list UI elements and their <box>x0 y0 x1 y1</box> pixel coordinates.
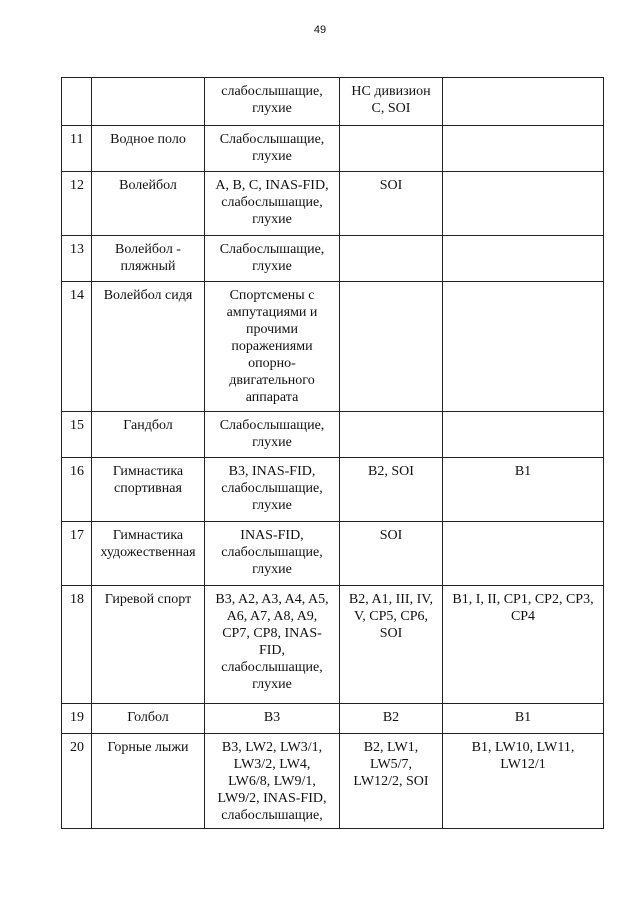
class-group-1-cell: B1 <box>443 458 604 522</box>
table-row <box>62 412 604 458</box>
class-group-1-cell <box>443 78 604 126</box>
row-number-cell: 20 <box>62 734 92 829</box>
class-group-1-cell <box>443 522 604 586</box>
sport-name-cell: Волейбол - пляжный <box>92 236 205 282</box>
class-group-3-cell: слабослышащие, глухие <box>205 78 340 126</box>
class-group-1-cell <box>443 172 604 236</box>
page-number: 49 <box>313 24 327 36</box>
class-group-1-cell: B1, I, II, CP1, CP2, CP3, CP4 <box>443 586 604 704</box>
row-number-cell: 15 <box>62 412 92 458</box>
row-number-cell: 11 <box>62 126 92 172</box>
row-number-cell: 12 <box>62 172 92 236</box>
sport-name-cell: Гиревой спорт <box>92 586 205 704</box>
class-group-3-cell: A, B, C, INAS-FID, слабослышащие, глухие <box>205 172 340 236</box>
class-group-3-cell: B3 <box>205 704 340 734</box>
class-group-1-cell <box>443 126 604 172</box>
sport-name-cell: Водное поло <box>92 126 205 172</box>
row-number-cell <box>62 78 92 126</box>
class-group-1-cell <box>443 236 604 282</box>
sports-classification-table <box>61 77 604 829</box>
table-row <box>62 522 604 586</box>
class-group-1-cell <box>443 282 604 412</box>
class-group-2-cell: B2 <box>340 704 443 734</box>
row-number-cell: 16 <box>62 458 92 522</box>
class-group-3-cell: Слабослышащие, глухие <box>205 236 340 282</box>
class-group-1-cell <box>443 412 604 458</box>
class-group-3-cell: Слабослышащие, глухие <box>205 412 340 458</box>
table-row <box>62 236 604 282</box>
class-group-1-cell: B1, LW10, LW11, LW12/1 <box>443 734 604 829</box>
sport-name-cell: Гимнастика спортивная <box>92 458 205 522</box>
class-group-2-cell: SOI <box>340 522 443 586</box>
table-row <box>62 458 604 522</box>
sport-name-cell: Гандбол <box>92 412 205 458</box>
class-group-2-cell <box>340 412 443 458</box>
row-number-cell: 18 <box>62 586 92 704</box>
class-group-3-cell: Слабослышащие, глухие <box>205 126 340 172</box>
table-row <box>62 172 604 236</box>
class-group-3-cell: B3, INAS-FID, слабослышащие, глухие <box>205 458 340 522</box>
class-group-2-cell: SOI <box>340 172 443 236</box>
table-row <box>62 704 604 734</box>
class-group-2-cell: НС дивизион C, SOI <box>340 78 443 126</box>
class-group-3-cell: B3, LW2, LW3/1, LW3/2, LW4, LW6/8, LW9/1, LW9/2, INAS-FID, слабослышащие, <box>205 734 340 829</box>
table-row <box>62 78 604 126</box>
class-group-3-cell: INAS-FID, слабослышащие, глухие <box>205 522 340 586</box>
class-group-2-cell <box>340 282 443 412</box>
row-number-cell: 19 <box>62 704 92 734</box>
row-number-cell: 14 <box>62 282 92 412</box>
table-row <box>62 586 604 704</box>
table-body <box>62 78 604 829</box>
class-group-3-cell: B3, A2, A3, A4, A5, A6, A7, A8, A9, CP7, CP8, INAS- FID, слабослышащие, глухие <box>205 586 340 704</box>
table-row <box>62 126 604 172</box>
sport-name-cell: Волейбол <box>92 172 205 236</box>
sport-name-cell: Голбол <box>92 704 205 734</box>
sport-name-cell <box>92 78 205 126</box>
sport-name-cell: Гимнастика художественная <box>92 522 205 586</box>
table-row <box>62 282 604 412</box>
sport-name-cell: Волейбол сидя <box>92 282 205 412</box>
class-group-2-cell: B2, SOI <box>340 458 443 522</box>
class-group-2-cell <box>340 126 443 172</box>
row-number-cell: 17 <box>62 522 92 586</box>
row-number-cell: 13 <box>62 236 92 282</box>
sport-name-cell: Горные лыжи <box>92 734 205 829</box>
class-group-1-cell: B1 <box>443 704 604 734</box>
class-group-2-cell: B2, LW1, LW5/7, LW12/2, SOI <box>340 734 443 829</box>
class-group-2-cell: B2, A1, III, IV, V, CP5, CP6, SOI <box>340 586 443 704</box>
table-row <box>62 734 604 829</box>
class-group-3-cell: Спортсмены с ампутациями и прочими поражениями опорно- двигательного аппарата <box>205 282 340 412</box>
class-group-2-cell <box>340 236 443 282</box>
